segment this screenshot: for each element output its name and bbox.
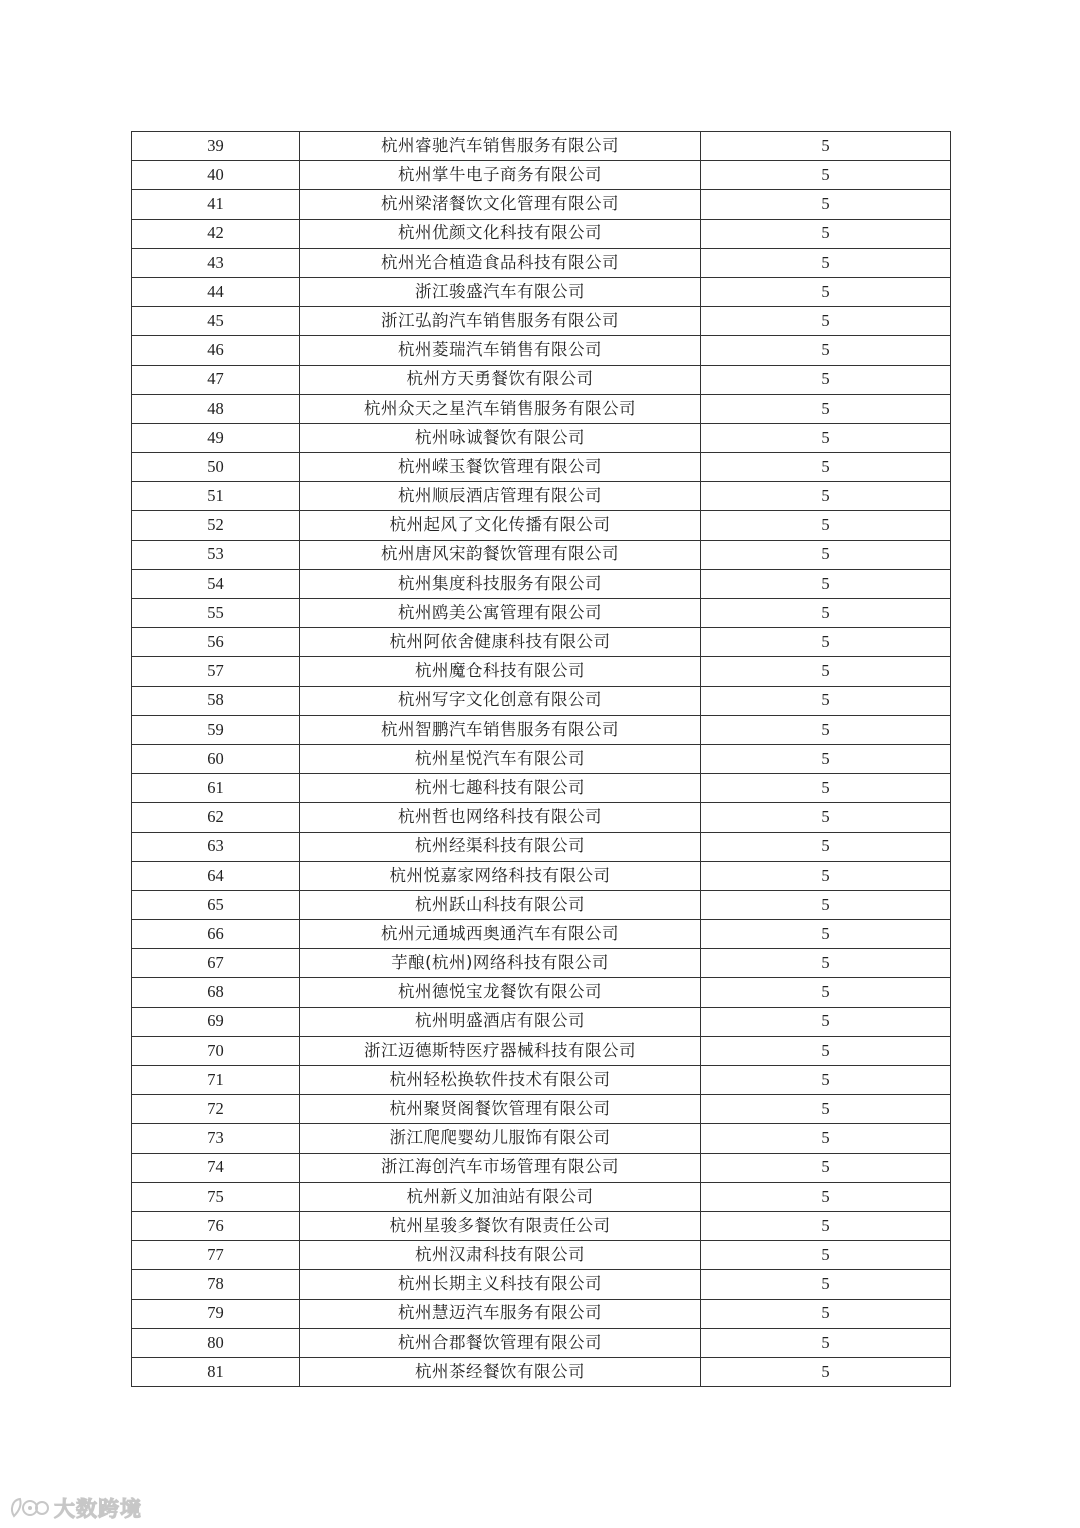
row-number: 81 [132,1357,300,1386]
row-score: 5 [701,949,951,978]
row-score: 5 [701,774,951,803]
company-name: 杭州光合植造食品科技有限公司 [300,248,701,277]
company-name: 杭州睿驰汽车销售服务有限公司 [300,132,701,161]
table-row [132,890,951,919]
company-name: 杭州顺辰酒店管理有限公司 [300,482,701,511]
row-number: 53 [132,540,300,569]
company-name: 杭州集度科技服务有限公司 [300,569,701,598]
row-number: 52 [132,511,300,540]
row-score: 5 [701,482,951,511]
table-row [132,1357,951,1386]
row-number: 73 [132,1124,300,1153]
table-row [132,1182,951,1211]
table-row [132,307,951,336]
table-row [132,482,951,511]
table-row [132,161,951,190]
table-row [132,686,951,715]
company-name: 杭州方天勇餐饮有限公司 [300,365,701,394]
company-name: 杭州星悦汽车有限公司 [300,744,701,773]
row-score: 5 [701,803,951,832]
row-number: 68 [132,978,300,1007]
row-number: 70 [132,1036,300,1065]
company-name: 芋酿(杭州)网络科技有限公司 [300,949,701,978]
row-score: 5 [701,861,951,890]
table-row [132,628,951,657]
company-name: 杭州梁渚餐饮文化管理有限公司 [300,190,701,219]
table-row [132,190,951,219]
table-row [132,774,951,803]
row-score: 5 [701,394,951,423]
company-name: 杭州茶经餐饮有限公司 [300,1357,701,1386]
row-number: 59 [132,715,300,744]
table-row [132,1153,951,1182]
company-name: 杭州写字文化创意有限公司 [300,686,701,715]
row-score: 5 [701,161,951,190]
company-name: 杭州哲也网络科技有限公司 [300,803,701,832]
row-score: 5 [701,832,951,861]
company-name: 杭州优颜文化科技有限公司 [300,219,701,248]
table-row [132,920,951,949]
row-number: 71 [132,1066,300,1095]
row-score: 5 [701,248,951,277]
table-row [132,365,951,394]
company-name: 杭州汉肃科技有限公司 [300,1241,701,1270]
company-name: 杭州聚贤阁餐饮管理有限公司 [300,1095,701,1124]
table-row [132,336,951,365]
row-number: 48 [132,394,300,423]
row-score: 5 [701,1328,951,1357]
company-name: 杭州咏诚餐饮有限公司 [300,423,701,452]
table-row [132,744,951,773]
table-row [132,1270,951,1299]
company-name: 浙江爬爬婴幼儿服饰有限公司 [300,1124,701,1153]
company-name: 杭州鸥美公寓管理有限公司 [300,599,701,628]
row-score: 5 [701,1036,951,1065]
row-score: 5 [701,307,951,336]
table-row [132,394,951,423]
company-name: 杭州德悦宝龙餐饮有限公司 [300,978,701,1007]
row-score: 5 [701,628,951,657]
table-row [132,1007,951,1036]
company-name: 杭州明盛酒店有限公司 [300,1007,701,1036]
row-number: 44 [132,277,300,306]
row-score: 5 [701,657,951,686]
table-row [132,1211,951,1240]
row-score: 5 [701,423,951,452]
row-number: 42 [132,219,300,248]
table-row [132,569,951,598]
row-number: 39 [132,132,300,161]
row-number: 67 [132,949,300,978]
row-score: 5 [701,132,951,161]
company-name: 杭州众天之星汽车销售服务有限公司 [300,394,701,423]
company-name: 浙江骏盛汽车有限公司 [300,277,701,306]
row-score: 5 [701,511,951,540]
row-score: 5 [701,686,951,715]
row-number: 46 [132,336,300,365]
table-body [132,132,951,1387]
row-number: 63 [132,832,300,861]
row-number: 60 [132,744,300,773]
table-row [132,540,951,569]
row-number: 64 [132,861,300,890]
row-number: 62 [132,803,300,832]
row-score: 5 [701,453,951,482]
company-name: 杭州嵘玉餐饮管理有限公司 [300,453,701,482]
company-name: 浙江海创汽车市场管理有限公司 [300,1153,701,1182]
company-name: 杭州经渠科技有限公司 [300,832,701,861]
row-number: 58 [132,686,300,715]
row-number: 54 [132,569,300,598]
table-row [132,453,951,482]
company-name: 杭州掌牛电子商务有限公司 [300,161,701,190]
company-name: 杭州跃山科技有限公司 [300,890,701,919]
table-row [132,599,951,628]
company-name: 杭州起风了文化传播有限公司 [300,511,701,540]
company-table [131,131,951,1387]
row-number: 47 [132,365,300,394]
company-name: 杭州新义加油站有限公司 [300,1182,701,1211]
row-number: 78 [132,1270,300,1299]
row-number: 61 [132,774,300,803]
row-score: 5 [701,1095,951,1124]
row-score: 5 [701,1066,951,1095]
table-row [132,277,951,306]
table-row [132,715,951,744]
company-name: 杭州智鹏汽车销售服务有限公司 [300,715,701,744]
watermark [8,1492,142,1524]
row-score: 5 [701,190,951,219]
row-score: 5 [701,920,951,949]
row-number: 40 [132,161,300,190]
row-number: 50 [132,453,300,482]
row-score: 5 [701,1153,951,1182]
table-row [132,1066,951,1095]
table-row [132,219,951,248]
company-name: 杭州长期主义科技有限公司 [300,1270,701,1299]
table-row [132,978,951,1007]
row-score: 5 [701,1211,951,1240]
watermark-logo-icon [8,1494,50,1522]
table-row [132,1095,951,1124]
row-number: 65 [132,890,300,919]
row-score: 5 [701,1182,951,1211]
row-number: 45 [132,307,300,336]
company-name: 杭州悦嘉家网络科技有限公司 [300,861,701,890]
table-row [132,832,951,861]
row-number: 57 [132,657,300,686]
row-score: 5 [701,540,951,569]
row-number: 66 [132,920,300,949]
table-row [132,248,951,277]
row-score: 5 [701,365,951,394]
row-score: 5 [701,1241,951,1270]
table-row [132,1328,951,1357]
row-score: 5 [701,336,951,365]
company-name: 杭州菱瑞汽车销售有限公司 [300,336,701,365]
company-name: 杭州合郡餐饮管理有限公司 [300,1328,701,1357]
table-row [132,949,951,978]
row-number: 75 [132,1182,300,1211]
company-name: 杭州元通城西奥通汽车有限公司 [300,920,701,949]
row-number: 80 [132,1328,300,1357]
table-row [132,132,951,161]
table-row [132,1036,951,1065]
table-row [132,1299,951,1328]
row-score: 5 [701,1270,951,1299]
row-number: 79 [132,1299,300,1328]
row-score: 5 [701,1124,951,1153]
row-score: 5 [701,890,951,919]
row-number: 56 [132,628,300,657]
row-score: 5 [701,1007,951,1036]
row-number: 77 [132,1241,300,1270]
row-score: 5 [701,978,951,1007]
row-number: 76 [132,1211,300,1240]
table-row [132,861,951,890]
row-score: 5 [701,219,951,248]
row-number: 55 [132,599,300,628]
row-number: 41 [132,190,300,219]
row-number: 49 [132,423,300,452]
row-score: 5 [701,599,951,628]
company-name: 杭州慧迈汽车服务有限公司 [300,1299,701,1328]
row-score: 5 [701,569,951,598]
row-score: 5 [701,744,951,773]
row-score: 5 [701,1357,951,1386]
row-number: 51 [132,482,300,511]
table-row [132,657,951,686]
row-number: 43 [132,248,300,277]
table-row [132,803,951,832]
company-name: 杭州魔仓科技有限公司 [300,657,701,686]
row-score: 5 [701,277,951,306]
company-name: 杭州阿依舍健康科技有限公司 [300,628,701,657]
table-row [132,1124,951,1153]
row-score: 5 [701,715,951,744]
table-row [132,423,951,452]
company-name: 杭州星骏多餐饮有限责任公司 [300,1211,701,1240]
watermark-text: 大数跨境 [54,1497,142,1521]
row-score: 5 [701,1299,951,1328]
table-row [132,1241,951,1270]
row-number: 74 [132,1153,300,1182]
table-row [132,511,951,540]
company-name: 杭州七趣科技有限公司 [300,774,701,803]
company-name: 杭州轻松换软件技术有限公司 [300,1066,701,1095]
company-name: 杭州唐风宋韵餐饮管理有限公司 [300,540,701,569]
company-name: 浙江迈德斯特医疗器械科技有限公司 [300,1036,701,1065]
row-number: 72 [132,1095,300,1124]
row-number: 69 [132,1007,300,1036]
company-name: 浙江弘韵汽车销售服务有限公司 [300,307,701,336]
